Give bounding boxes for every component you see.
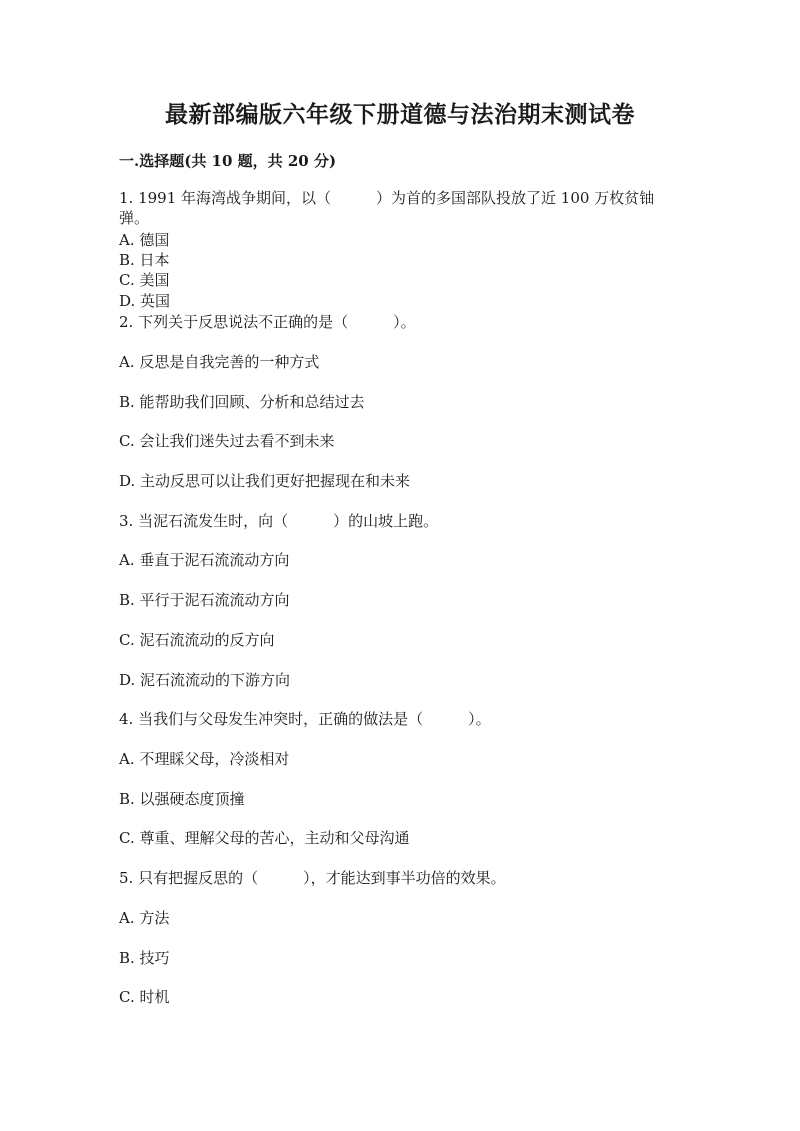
page-title: 最新部编版六年级下册道德与法治期末测试卷 [165, 101, 635, 128]
question-1-option-c: C. 美国 [119, 271, 170, 289]
question-4-option-c: C. 尊重、理解父母的苦心，主动和父母沟通 [119, 829, 410, 847]
question-2-option-a: A. 反思是自我完善的一种方式 [119, 353, 320, 371]
question-3-stem: 3. 当泥石流发生时，向（ ）的山坡上跑。 [119, 512, 439, 530]
question-5-option-b: B. 技巧 [119, 949, 170, 967]
section-heading: 一.选择题(共 10 题，共 20 分) [119, 152, 337, 170]
question-4-option-a: A. 不理睬父母，冷淡相对 [119, 750, 290, 768]
question-4-option-b: B. 以强硬态度顶撞 [119, 790, 245, 808]
question-2-option-c: C. 会让我们迷失过去看不到未来 [119, 432, 335, 450]
question-3-option-b: B. 平行于泥石流流动方向 [119, 591, 290, 609]
question-5-option-a: A. 方法 [119, 909, 170, 927]
question-2-option-d: D. 主动反思可以让我们更好把握现在和未来 [119, 472, 411, 490]
question-4-stem: 4. 当我们与父母发生冲突时，正确的做法是（ ）。 [119, 710, 491, 728]
question-3-option-d: D. 泥石流流动的下游方向 [119, 671, 291, 689]
question-2-stem: 2. 下列关于反思说法不正确的是（ ）。 [119, 313, 416, 331]
question-1-option-d: D. 英国 [119, 292, 171, 310]
question-3-option-c: C. 泥石流流动的反方向 [119, 631, 275, 649]
question-1-stem: 1. 1991 年海湾战争期间，以（ ）为首的多国部队投放了近 100 万枚贫铀弹。 [119, 189, 655, 227]
question-1-option-a: A. 德国 [119, 231, 170, 249]
question-3-option-a: A. 垂直于泥石流流动方向 [119, 551, 290, 569]
question-5-option-c: C. 时机 [119, 988, 170, 1006]
question-5-stem: 5. 只有把握反思的（ ），才能达到事半功倍的效果。 [119, 869, 506, 887]
question-2-option-b: B. 能帮助我们回顾、分析和总结过去 [119, 393, 365, 411]
question-1-option-b: B. 日本 [119, 251, 170, 269]
